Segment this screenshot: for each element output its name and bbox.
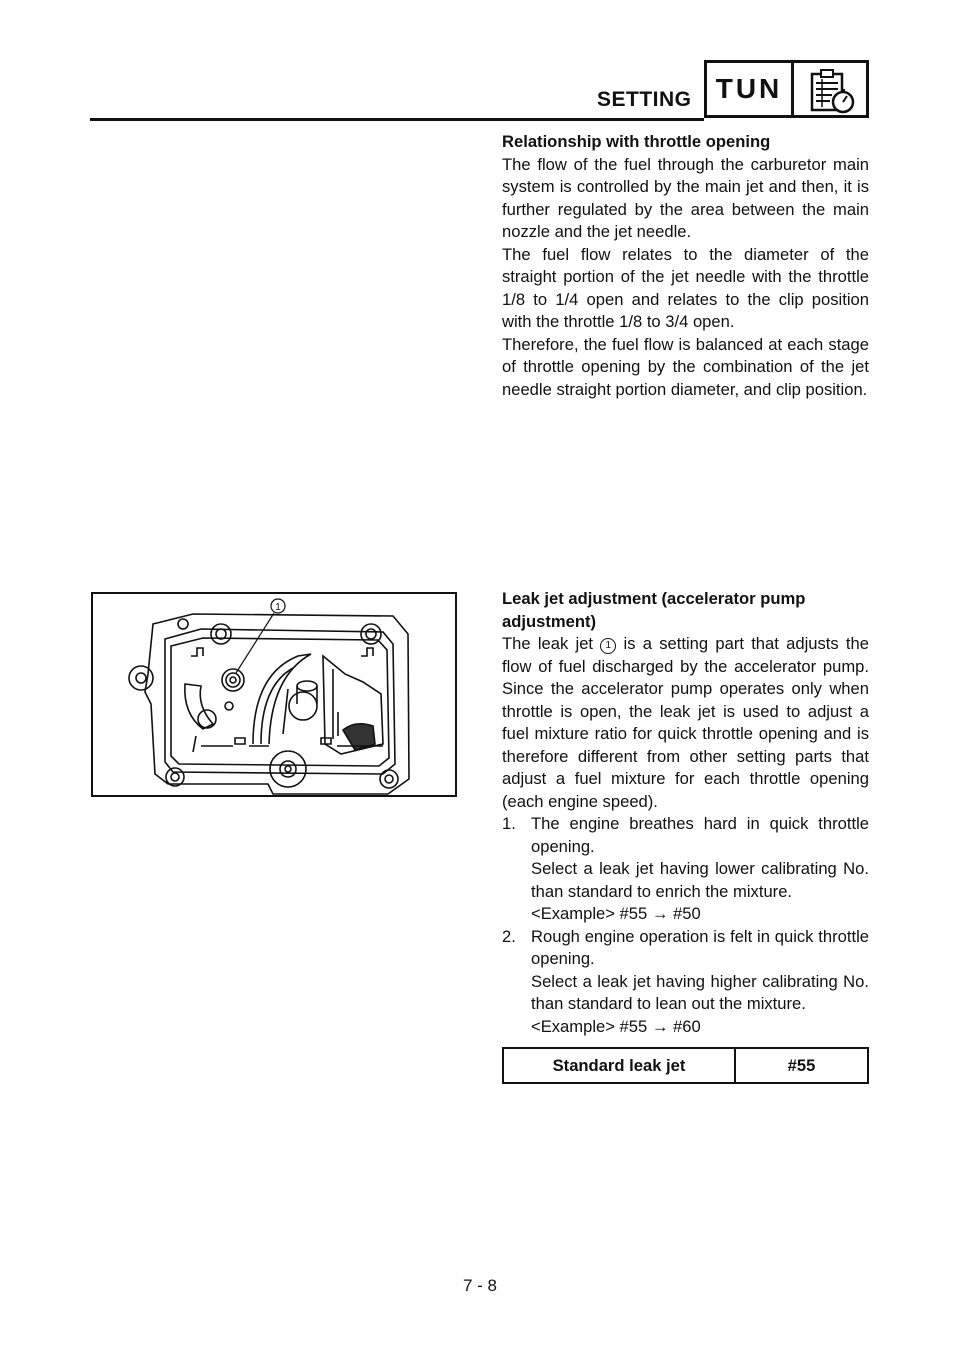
- step-symptom: Rough engine operation is felt in quick throttle opening.: [531, 926, 869, 968]
- step-action: Select a leak jet having lower calibrating No. than standard to enrich the mixture.: [531, 859, 869, 901]
- standard-leak-jet-table: [502, 1047, 869, 1084]
- throttle-relationship-section: [502, 131, 869, 401]
- carburetor-float-bowl-illustration: [93, 594, 455, 795]
- step-number: 1.: [502, 814, 516, 833]
- list-item: [502, 813, 869, 926]
- throttle-paragraph-2: The fuel flow relates to the diameter of the straight portion of the jet needle with the throttle 1/8 to 1/4 open and relates to the clip position with the throttle 1/8 to 3/4 open.: [502, 244, 869, 331]
- leak-jet-intro-before: The leak jet: [502, 634, 594, 653]
- table-row: [503, 1048, 868, 1083]
- step-number: 2.: [502, 926, 516, 946]
- spec-label: Standard leak jet: [503, 1048, 735, 1083]
- carburetor-figure: [91, 592, 457, 797]
- section-icon-box: [791, 60, 869, 118]
- throttle-paragraph-3: Therefore, the fuel flow is balanced at each stage of throttle opening by the combination of the jet needle straight portion diameter, and clip position.: [502, 334, 869, 399]
- step-action: Select a leak jet having higher calibrating No. than standard to lean out the mixture.: [531, 971, 869, 1013]
- spec-value: #55: [735, 1048, 868, 1083]
- throttle-section-heading: Relationship with throttle opening: [502, 132, 771, 151]
- leak-jet-section: [502, 588, 869, 1038]
- step-symptom: The engine breathes hard in quick throttle opening.: [531, 814, 869, 856]
- leak-jet-intro: [502, 633, 869, 813]
- leak-jet-intro-after: is a setting part that adjusts the flow of fuel discharged by the accelerator pump. Since the accelerator pump operates only when throttle is open, the leak jet is used to adjust a fuel mixture ratio for quick throttle opening and is therefore different from other setting parts that adjust a fuel mixture for each throttle opening (each engine speed).: [502, 634, 869, 811]
- section-tab-code: TUN: [704, 60, 794, 118]
- adjustment-steps: [502, 813, 869, 1038]
- clipboard-stopwatch-icon: [808, 69, 858, 115]
- section-title: SETTING: [597, 88, 692, 111]
- leak-jet-heading: Leak jet adjustment (accelerator pump adjustment): [502, 589, 806, 631]
- header-rule: [90, 118, 704, 121]
- list-item: [502, 926, 869, 1039]
- page-number: 7 - 8: [462, 1276, 498, 1295]
- step-example: <Example> #55 → #60: [531, 1016, 701, 1036]
- figure-callout-1: 1: [275, 602, 281, 613]
- callout-marker: 1: [600, 638, 616, 654]
- step-example: <Example> #55 → #50: [531, 904, 701, 923]
- throttle-paragraph-1: The flow of the fuel through the carburetor main system is controlled by the main jet and then, it is further regulated by the area between the main nozzle and the jet needle.: [502, 154, 869, 241]
